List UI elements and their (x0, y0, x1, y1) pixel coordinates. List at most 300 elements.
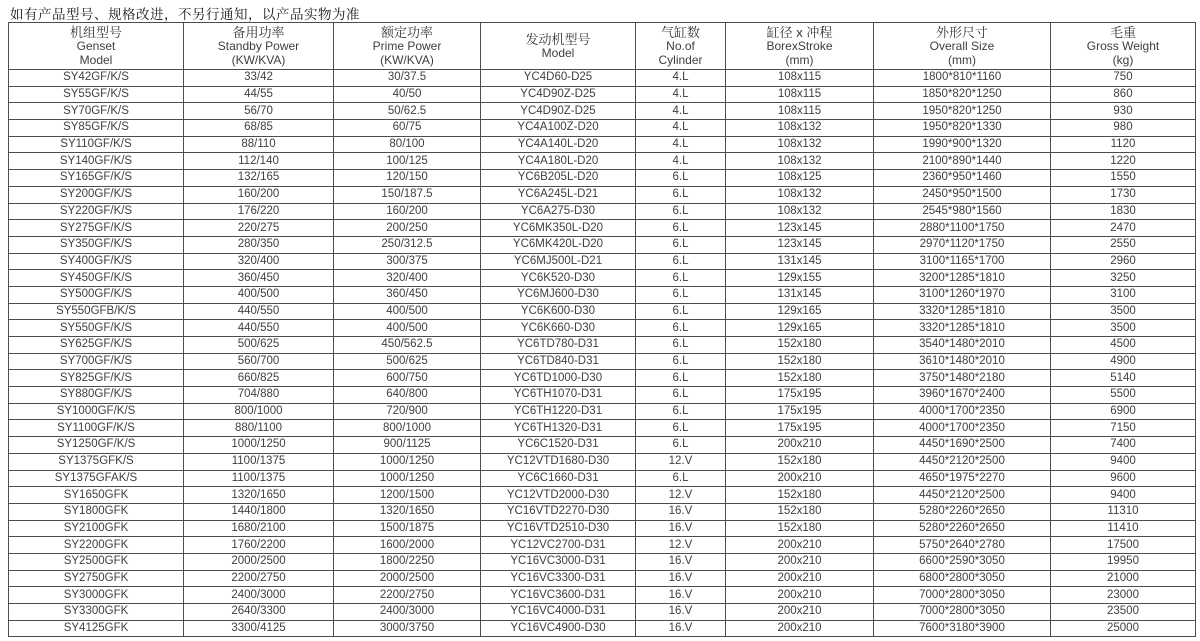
table-cell: 6.L (636, 186, 726, 203)
table-row (9, 537, 1196, 554)
table-row (9, 387, 1196, 404)
table-row (9, 353, 1196, 370)
table-cell: 2640/3300 (184, 604, 334, 621)
table-cell: 6.L (636, 320, 726, 337)
table-cell: 6.L (636, 437, 726, 454)
table-cell: 400/500 (184, 286, 334, 303)
table-cell: 2450*950*1500 (874, 186, 1051, 203)
table-row (9, 620, 1196, 637)
table-cell: 2100*890*1440 (874, 153, 1051, 170)
table-cell: SY275GF/K/S (9, 220, 184, 237)
table-cell: SY1650GFK (9, 487, 184, 504)
column-header-genset-model (9, 23, 184, 70)
header-line-unit: (KW/KVA) (231, 52, 286, 67)
table-cell: YC6TD840-D31 (481, 353, 636, 370)
table-cell: YC12VTD1680-D30 (481, 453, 636, 470)
table-cell: 131x145 (726, 253, 874, 270)
table-cell: 23500 (1051, 604, 1196, 621)
table-cell: 3300/4125 (184, 620, 334, 637)
table-cell: 200x210 (726, 470, 874, 487)
table-cell: 11310 (1051, 503, 1196, 520)
table-cell: YC4A140L-D20 (481, 136, 636, 153)
table-cell: YC6TH1220-D31 (481, 403, 636, 420)
table-cell: 40/50 (334, 86, 481, 103)
table-cell: 6800*2800*3050 (874, 570, 1051, 587)
table-cell: YC6TH1070-D31 (481, 387, 636, 404)
table-cell: 400/500 (334, 303, 481, 320)
table-cell: 129x155 (726, 270, 874, 287)
table-cell: 123x145 (726, 220, 874, 237)
table-cell: 360/450 (334, 286, 481, 303)
table-cell: 1120 (1051, 136, 1196, 153)
table-cell: 200x210 (726, 604, 874, 621)
table-cell: 250/312.5 (334, 236, 481, 253)
table-cell: 4.L (636, 120, 726, 137)
table-row (9, 270, 1196, 287)
table-cell: 800/1000 (334, 420, 481, 437)
header-line-zh: 备用功率 (232, 25, 285, 40)
table-cell: 2470 (1051, 220, 1196, 237)
header-line-zh: 气缸数 (660, 25, 700, 40)
table-cell: 2000/2500 (334, 570, 481, 587)
table-row (9, 470, 1196, 487)
table-cell: SY550GF/K/S (9, 320, 184, 337)
table-cell: 6.L (636, 353, 726, 370)
table-cell: 4650*1975*2270 (874, 470, 1051, 487)
header-line-zh: 发动机型号 (525, 31, 591, 47)
table-row (9, 587, 1196, 604)
table-cell: 1950*820*1250 (874, 103, 1051, 120)
table-cell: SY500GF/K/S (9, 286, 184, 303)
header-line-en: Model (541, 45, 575, 60)
table-cell: 33/42 (184, 70, 334, 87)
table-cell: 900/1125 (334, 437, 481, 454)
column-header-bore-stroke (726, 23, 874, 70)
table-cell: SY220GF/K/S (9, 203, 184, 220)
table-cell: 1200/1500 (334, 487, 481, 504)
table-cell: 7150 (1051, 420, 1196, 437)
table-cell: 6.L (636, 220, 726, 237)
table-cell: 108x115 (726, 103, 874, 120)
table-cell: 320/400 (184, 253, 334, 270)
table-cell: 720/900 (334, 403, 481, 420)
table-cell: 3750*1480*2180 (874, 370, 1051, 387)
table-row (9, 286, 1196, 303)
table-cell: YC4D90Z-D25 (481, 86, 636, 103)
table-row (9, 403, 1196, 420)
table-cell: 16.V (636, 604, 726, 621)
table-cell: 200x210 (726, 620, 874, 637)
table-cell: 60/75 (334, 120, 481, 137)
table-cell: SY1375GFAK/S (9, 470, 184, 487)
table-cell: 1800/2250 (334, 553, 481, 570)
header-line-zh: 缸径 x 冲程 (766, 25, 833, 40)
table-cell: SY1100GF/K/S (9, 420, 184, 437)
column-header-gross-weight (1051, 23, 1196, 70)
table-cell: 3500 (1051, 320, 1196, 337)
table-cell: 1730 (1051, 186, 1196, 203)
table-cell: SY3300GFK (9, 604, 184, 621)
table-cell: SY110GF/K/S (9, 136, 184, 153)
table-cell: YC6MJ600-D30 (481, 286, 636, 303)
table-row (9, 70, 1196, 87)
table-cell: 5140 (1051, 370, 1196, 387)
table-cell: SY1800GFK (9, 503, 184, 520)
header-line-unit: (mm) (785, 52, 814, 67)
table-cell: 440/550 (184, 303, 334, 320)
table-cell: 16.V (636, 553, 726, 570)
table-cell: SY70GF/K/S (9, 103, 184, 120)
table-cell: 152x180 (726, 520, 874, 537)
table-cell: YC6A245L-D21 (481, 186, 636, 203)
table-cell: 1220 (1051, 153, 1196, 170)
table-cell: SY1250GF/K/S (9, 437, 184, 454)
table-cell: 150/187.5 (334, 186, 481, 203)
table-cell: 200x210 (726, 570, 874, 587)
table-cell: SY3000GFK (9, 587, 184, 604)
table-cell: 6.L (636, 337, 726, 354)
table-cell: YC6MK350L-D20 (481, 220, 636, 237)
table-row (9, 570, 1196, 587)
table-cell: 108x132 (726, 120, 874, 137)
table-cell: 400/500 (334, 320, 481, 337)
table-cell: 4.L (636, 153, 726, 170)
table-cell: 9400 (1051, 453, 1196, 470)
table-cell: 160/200 (184, 186, 334, 203)
table-cell: 2000/2500 (184, 553, 334, 570)
table-cell: 6.L (636, 303, 726, 320)
table-cell: SY4125GFK (9, 620, 184, 637)
table-cell: 25000 (1051, 620, 1196, 637)
table-cell: SY450GF/K/S (9, 270, 184, 287)
table-cell: 2400/3000 (334, 604, 481, 621)
table-cell: YC16VC4000-D31 (481, 604, 636, 621)
table-cell: YC16VC3600-D31 (481, 587, 636, 604)
table-cell: SY165GF/K/S (9, 170, 184, 187)
table-cell: 50/62.5 (334, 103, 481, 120)
table-cell: 12.V (636, 453, 726, 470)
table-cell: 2880*1100*1750 (874, 220, 1051, 237)
spec-table (8, 22, 1196, 637)
table-cell: 3320*1285*1810 (874, 320, 1051, 337)
table-cell: 6.L (636, 470, 726, 487)
header-line-zh: 机组型号 (69, 25, 122, 40)
table-cell: YC6K600-D30 (481, 303, 636, 320)
table-cell: 1100/1375 (184, 470, 334, 487)
table-cell: 16.V (636, 520, 726, 537)
table-cell: YC16VC3300-D31 (481, 570, 636, 587)
table-cell: SY2500GFK (9, 553, 184, 570)
table-row (9, 236, 1196, 253)
header-line-en: No.of (666, 39, 695, 53)
table-cell: 129x165 (726, 320, 874, 337)
column-header-standby-power (184, 23, 334, 70)
table-cell: 2400/3000 (184, 587, 334, 604)
table-cell: YC16VTD2270-D30 (481, 503, 636, 520)
table-cell: 640/800 (334, 387, 481, 404)
table-cell: 6.L (636, 403, 726, 420)
table-cell: SY2100GFK (9, 520, 184, 537)
table-cell: 200x210 (726, 553, 874, 570)
header-line-en: Genset (76, 39, 116, 53)
table-row (9, 453, 1196, 470)
table-cell: 108x115 (726, 86, 874, 103)
table-cell: SY2200GFK (9, 537, 184, 554)
table-cell: 3540*1480*2010 (874, 337, 1051, 354)
table-cell: 80/100 (334, 136, 481, 153)
table-cell: 980 (1051, 120, 1196, 137)
table-cell: 131x145 (726, 286, 874, 303)
header-row (9, 23, 1196, 70)
table-cell: 16.V (636, 570, 726, 587)
table-cell: 123x145 (726, 236, 874, 253)
table-cell: 4.L (636, 136, 726, 153)
header-line-unit: (KW/KVA) (380, 52, 434, 67)
table-cell: 6.L (636, 270, 726, 287)
table-cell: 129x165 (726, 303, 874, 320)
table-cell: 152x180 (726, 453, 874, 470)
table-cell: 300/375 (334, 253, 481, 270)
table-row (9, 120, 1196, 137)
table-row (9, 86, 1196, 103)
table-cell: 1440/1800 (184, 503, 334, 520)
table-row (9, 103, 1196, 120)
table-cell: 500/625 (334, 353, 481, 370)
table-cell: 23000 (1051, 587, 1196, 604)
table-cell: 108x132 (726, 203, 874, 220)
table-cell: 16.V (636, 587, 726, 604)
table-cell: 9400 (1051, 487, 1196, 504)
table-cell: SY85GF/K/S (9, 120, 184, 137)
disclaimer-note: 如有产品型号、规格改进，不另行通知，以产品实物为准 (10, 7, 360, 22)
table-cell: 3960*1670*2400 (874, 387, 1051, 404)
table-cell: YC6K660-D30 (481, 320, 636, 337)
table-cell: 108x115 (726, 70, 874, 87)
table-cell: 16.V (636, 620, 726, 637)
table-cell: 2200/2750 (334, 587, 481, 604)
table-cell: 6.L (636, 253, 726, 270)
table-cell: 7400 (1051, 437, 1196, 454)
table-cell: 44/55 (184, 86, 334, 103)
table-cell: SY55GF/K/S (9, 86, 184, 103)
table-cell: 320/400 (334, 270, 481, 287)
table-cell: 3100*1260*1970 (874, 286, 1051, 303)
table-cell: 860 (1051, 86, 1196, 103)
table-cell: YC16VC4900-D30 (481, 620, 636, 637)
table-cell: 30/37.5 (334, 70, 481, 87)
table-cell: 1850*820*1250 (874, 86, 1051, 103)
table-cell: 1550 (1051, 170, 1196, 187)
table-cell: SY825GF/K/S (9, 370, 184, 387)
table-cell: 930 (1051, 103, 1196, 120)
table-cell: YC6TD780-D31 (481, 337, 636, 354)
table-cell: 2545*980*1560 (874, 203, 1051, 220)
table-cell: 7600*3180*3900 (874, 620, 1051, 637)
table-cell: 5280*2260*2650 (874, 520, 1051, 537)
table-cell: YC4A180L-D20 (481, 153, 636, 170)
table-cell: 3610*1480*2010 (874, 353, 1051, 370)
spec-table-header (9, 23, 1196, 70)
table-cell: 1000/1250 (334, 470, 481, 487)
table-cell: 1100/1375 (184, 453, 334, 470)
table-cell: 12.V (636, 487, 726, 504)
table-cell: YC6TD1000-D30 (481, 370, 636, 387)
table-cell: 88/110 (184, 136, 334, 153)
table-cell: 1990*900*1320 (874, 136, 1051, 153)
table-cell: 4000*1700*2350 (874, 403, 1051, 420)
table-cell: 108x132 (726, 136, 874, 153)
table-cell: 1000/1250 (334, 453, 481, 470)
column-header-cylinders (636, 23, 726, 70)
table-cell: 3000/3750 (334, 620, 481, 637)
table-cell: 19950 (1051, 553, 1196, 570)
table-cell: 4.L (636, 86, 726, 103)
table-cell: 6.L (636, 236, 726, 253)
table-cell: 68/85 (184, 120, 334, 137)
table-cell: 4450*2120*2500 (874, 453, 1051, 470)
table-cell: 5280*2260*2650 (874, 503, 1051, 520)
table-cell: 3250 (1051, 270, 1196, 287)
table-cell: 1950*820*1330 (874, 120, 1051, 137)
table-cell: 160/200 (334, 203, 481, 220)
table-row (9, 503, 1196, 520)
header-line-unit: (kg) (1112, 52, 1134, 67)
table-cell: 175x195 (726, 403, 874, 420)
table-cell: YC6A275-D30 (481, 203, 636, 220)
table-cell: 6.L (636, 286, 726, 303)
table-cell: 3200*1285*1810 (874, 270, 1051, 287)
table-cell: SY1000GF/K/S (9, 403, 184, 420)
table-cell: SY2750GFK (9, 570, 184, 587)
table-row (9, 420, 1196, 437)
table-cell: 3320*1285*1810 (874, 303, 1051, 320)
table-row (9, 253, 1196, 270)
table-cell: 2200/2750 (184, 570, 334, 587)
table-cell: 200x210 (726, 437, 874, 454)
table-row (9, 604, 1196, 621)
header-line-zh: 外形尺寸 (935, 25, 988, 40)
table-row (9, 337, 1196, 354)
table-row (9, 303, 1196, 320)
table-cell: 200/250 (334, 220, 481, 237)
header-line-unit: (mm) (948, 52, 976, 67)
table-cell: 11410 (1051, 520, 1196, 537)
table-row (9, 437, 1196, 454)
table-cell: 132/165 (184, 170, 334, 187)
table-row (9, 136, 1196, 153)
table-cell: 360/450 (184, 270, 334, 287)
table-cell: 1600/2000 (334, 537, 481, 554)
table-cell: SY1375GFK/S (9, 453, 184, 470)
table-cell: YC4D90Z-D25 (481, 103, 636, 120)
table-cell: 152x180 (726, 487, 874, 504)
table-cell: 108x132 (726, 186, 874, 203)
table-cell: 2960 (1051, 253, 1196, 270)
header-line-en: Overall Size (929, 39, 995, 53)
table-cell: SY880GF/K/S (9, 387, 184, 404)
table-cell: 6.L (636, 387, 726, 404)
table-row (9, 170, 1196, 187)
table-cell: 4500 (1051, 337, 1196, 354)
table-cell: 2550 (1051, 236, 1196, 253)
table-cell: 21000 (1051, 570, 1196, 587)
table-row (9, 153, 1196, 170)
table-cell: 1800*810*1160 (874, 70, 1051, 87)
table-cell: 1830 (1051, 203, 1196, 220)
table-cell: YC6TH1320-D31 (481, 420, 636, 437)
table-cell: YC16VTD2510-D30 (481, 520, 636, 537)
table-cell: 17500 (1051, 537, 1196, 554)
table-cell: YC6B205L-D20 (481, 170, 636, 187)
table-cell: 7000*2800*3050 (874, 604, 1051, 621)
table-cell: 3100*1165*1700 (874, 253, 1051, 270)
table-cell: SY200GF/K/S (9, 186, 184, 203)
header-line-zh: 毛重 (1109, 25, 1136, 40)
table-cell: 108x125 (726, 170, 874, 187)
table-cell: 6900 (1051, 403, 1196, 420)
table-cell: 3100 (1051, 286, 1196, 303)
header-line-unit: Cylinder (658, 52, 703, 67)
table-cell: YC4D60-D25 (481, 70, 636, 87)
table-cell: 152x180 (726, 337, 874, 354)
table-cell: 12.V (636, 537, 726, 554)
table-cell: 6.L (636, 170, 726, 187)
table-cell: 56/70 (184, 103, 334, 120)
table-cell: 440/550 (184, 320, 334, 337)
table-cell: YC6MJ500L-D21 (481, 253, 636, 270)
table-cell: 2360*950*1460 (874, 170, 1051, 187)
table-cell: 6.L (636, 203, 726, 220)
table-cell: 4.L (636, 103, 726, 120)
table-cell: 1500/1875 (334, 520, 481, 537)
table-cell: 4450*1690*2500 (874, 437, 1051, 454)
table-cell: SY140GF/K/S (9, 153, 184, 170)
table-cell: 4450*2120*2500 (874, 487, 1051, 504)
table-cell: 220/275 (184, 220, 334, 237)
header-line-en: Standby Power (217, 39, 300, 53)
table-cell: 5500 (1051, 387, 1196, 404)
table-cell: SY625GF/K/S (9, 337, 184, 354)
table-row (9, 320, 1196, 337)
table-cell: 175x195 (726, 387, 874, 404)
table-cell: 7000*2800*3050 (874, 587, 1051, 604)
table-cell: YC6K520-D30 (481, 270, 636, 287)
table-cell: 560/700 (184, 353, 334, 370)
table-cell: 6.L (636, 370, 726, 387)
table-cell: 500/625 (184, 337, 334, 354)
table-cell: 200x210 (726, 537, 874, 554)
table-cell: 4000*1700*2350 (874, 420, 1051, 437)
table-row (9, 203, 1196, 220)
table-cell: 152x180 (726, 370, 874, 387)
table-row (9, 520, 1196, 537)
table-cell: 280/350 (184, 236, 334, 253)
table-cell: 200x210 (726, 587, 874, 604)
header-line-unit: Model (79, 52, 113, 67)
column-header-engine-model (481, 23, 636, 70)
table-cell: 112/140 (184, 153, 334, 170)
table-cell: 176/220 (184, 203, 334, 220)
table-cell: 660/825 (184, 370, 334, 387)
table-cell: 152x180 (726, 503, 874, 520)
table-cell: 100/125 (334, 153, 481, 170)
table-cell: 1320/1650 (334, 503, 481, 520)
column-header-prime-power (334, 23, 481, 70)
table-cell: SY700GF/K/S (9, 353, 184, 370)
table-cell: YC12VTD2000-D30 (481, 487, 636, 504)
table-cell: YC12VC2700-D31 (481, 537, 636, 554)
header-line-en: BorexStroke (766, 39, 833, 53)
